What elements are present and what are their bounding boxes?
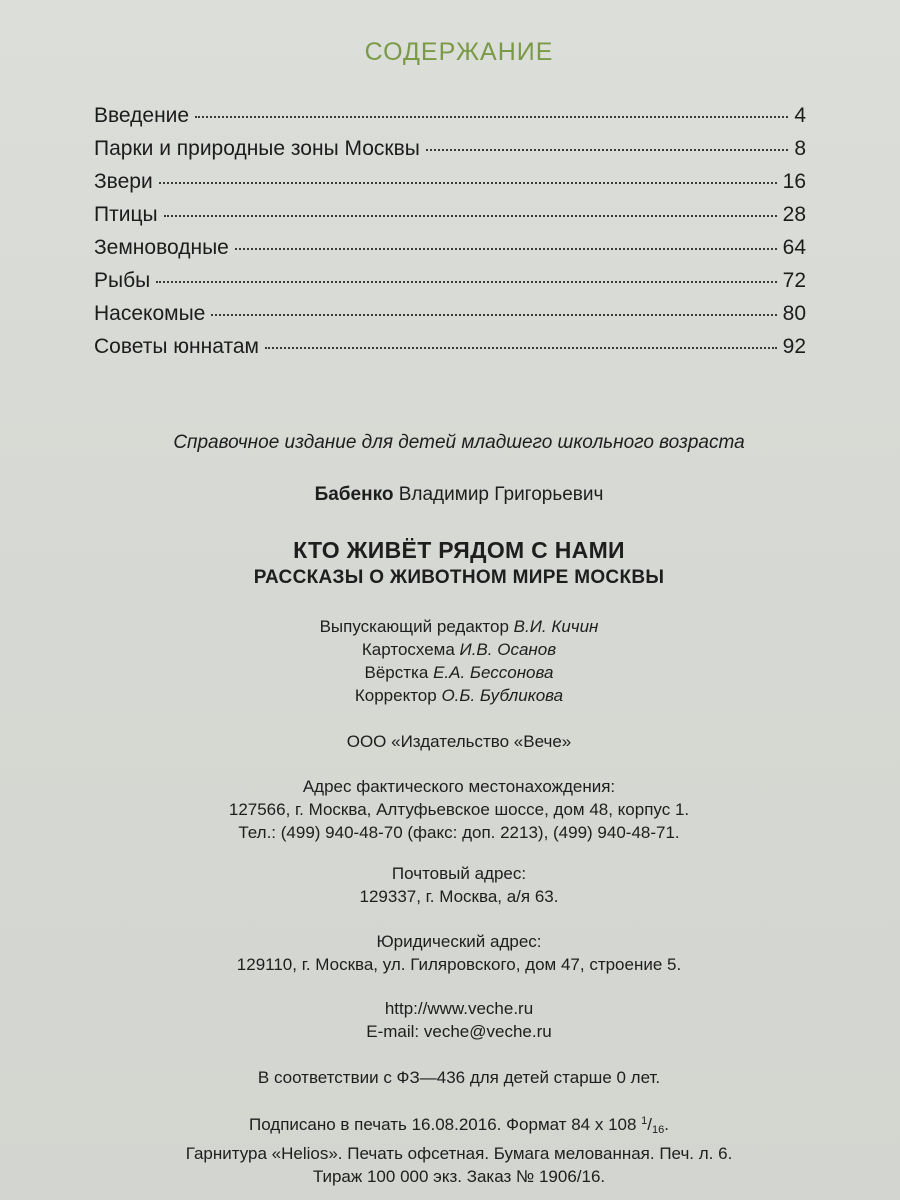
toc-entry-page: 64 xyxy=(782,236,806,259)
toc-entry-label: Советы юннатам xyxy=(94,335,259,358)
credit-role: Выпускающий редактор xyxy=(319,617,509,636)
toc-entry-label: Звери xyxy=(94,170,153,193)
email-line: E-mail: veche@veche.ru xyxy=(366,1022,552,1041)
toc-entry xyxy=(94,335,806,368)
table-of-contents xyxy=(94,104,806,368)
typeface-line: Гарнитура «Helios». Печать офсетная. Бумага мелованная. Печ. л. 6. xyxy=(185,1144,733,1163)
credit-line xyxy=(0,661,900,684)
toc-entry-page: 80 xyxy=(782,302,806,325)
format-suffix: . xyxy=(664,1115,670,1134)
toc-entry xyxy=(94,104,806,137)
age-rating: В соответствии с ФЗ—436 для детей старше 0 лет. xyxy=(257,1068,661,1087)
toc-entry xyxy=(94,170,806,203)
toc-entry-label: Введение xyxy=(94,104,190,127)
toc-entry-page: 8 xyxy=(794,137,806,160)
legal-address xyxy=(0,930,900,976)
toc-entry xyxy=(94,137,806,170)
toc-entry xyxy=(94,302,806,335)
website-link: http://www.veche.ru xyxy=(384,999,534,1018)
dot-leader xyxy=(159,182,777,184)
author-surname: Бабенко xyxy=(314,484,394,505)
actual-address-value: 127566, г. Москва, Алтуфьевское шоссе, дом 48, корпус 1. xyxy=(228,800,690,819)
format-denominator: 16 xyxy=(652,1124,665,1136)
toc-entry-label: Птицы xyxy=(94,203,158,226)
credit-line xyxy=(0,638,900,661)
phone-line: Тел.: (499) 940-48-70 (факс: доп. 2213), (499) 940-48-71. xyxy=(238,823,680,842)
toc-entry-page: 16 xyxy=(782,170,806,193)
toc-entry-label: Земноводные xyxy=(94,236,229,259)
legal-address-value: 129110, г. Москва, ул. Гиляровского, дом 47, строение 5. xyxy=(236,955,682,974)
author-name: Владимир Григорьевич xyxy=(398,484,604,505)
signed-text: Подписано в печать 16.08.2016. Формат 84 х 108 xyxy=(248,1115,642,1134)
publisher: ООО «Издательство «Вече» xyxy=(346,732,572,751)
toc-entry-page: 28 xyxy=(782,203,806,226)
print-run: Тираж 100 000 экз. Заказ № 1906/16. xyxy=(312,1167,606,1186)
toc-entry xyxy=(94,236,806,269)
author-line xyxy=(0,484,900,506)
format-numerator: 1 xyxy=(641,1115,648,1127)
credit-name: И.В. Осанов xyxy=(459,640,557,659)
toc-entry-label: Парки и природные зоны Москвы xyxy=(94,137,420,160)
dot-leader xyxy=(235,248,777,250)
credit-name: В.И. Кичин xyxy=(513,617,599,636)
toc-entry-page: 92 xyxy=(782,335,806,358)
dot-leader xyxy=(211,314,776,316)
credit-name: Е.А. Бессонова xyxy=(433,663,554,682)
toc-entry-label: Насекомые xyxy=(94,302,206,325)
dot-leader xyxy=(195,116,788,118)
toc-title: СОДЕРЖАНИЕ xyxy=(364,38,554,66)
toc-entry-page: 72 xyxy=(782,269,806,292)
postal-address-value: 129337, г. Москва, а/я 63. xyxy=(359,887,559,906)
actual-address-label: Адрес фактического местонахождения: xyxy=(302,777,616,796)
legal-address-label: Юридический адрес: xyxy=(376,932,542,951)
dot-leader xyxy=(426,149,788,151)
dot-leader xyxy=(265,347,777,349)
print-details xyxy=(0,1110,900,1188)
postal-address xyxy=(0,862,900,908)
toc-entry xyxy=(94,269,806,302)
edition-type: Справочное издание для детей младшего школьного возраста xyxy=(173,432,745,453)
credit-line xyxy=(0,684,900,707)
toc-entry xyxy=(94,203,806,236)
credit-role: Картосхема xyxy=(361,640,455,659)
dot-leader xyxy=(156,281,776,283)
actual-address xyxy=(0,775,900,844)
dot-leader xyxy=(164,215,777,217)
credit-name: О.Б. Бубликова xyxy=(441,686,564,705)
credit-line xyxy=(0,615,900,638)
credits xyxy=(0,615,900,707)
signed-for-print: Подписано в печать 16.08.2016. Формат 84 х 108 $^1/_{16}$. xyxy=(248,1115,670,1136)
contacts xyxy=(0,997,900,1043)
toc-entry-label: Рыбы xyxy=(94,269,151,292)
postal-address-label: Почтовый адрес: xyxy=(391,864,527,883)
toc-entry-page: 4 xyxy=(794,104,806,127)
credit-role: Корректор xyxy=(354,686,437,705)
credit-role: Вёрстка xyxy=(364,663,429,682)
book-title: КТО ЖИВЁТ РЯДОМ С НАМИ xyxy=(293,537,625,563)
book-subtitle: РАССКАЗЫ О ЖИВОТНОМ МИРЕ МОСКВЫ xyxy=(253,567,665,588)
